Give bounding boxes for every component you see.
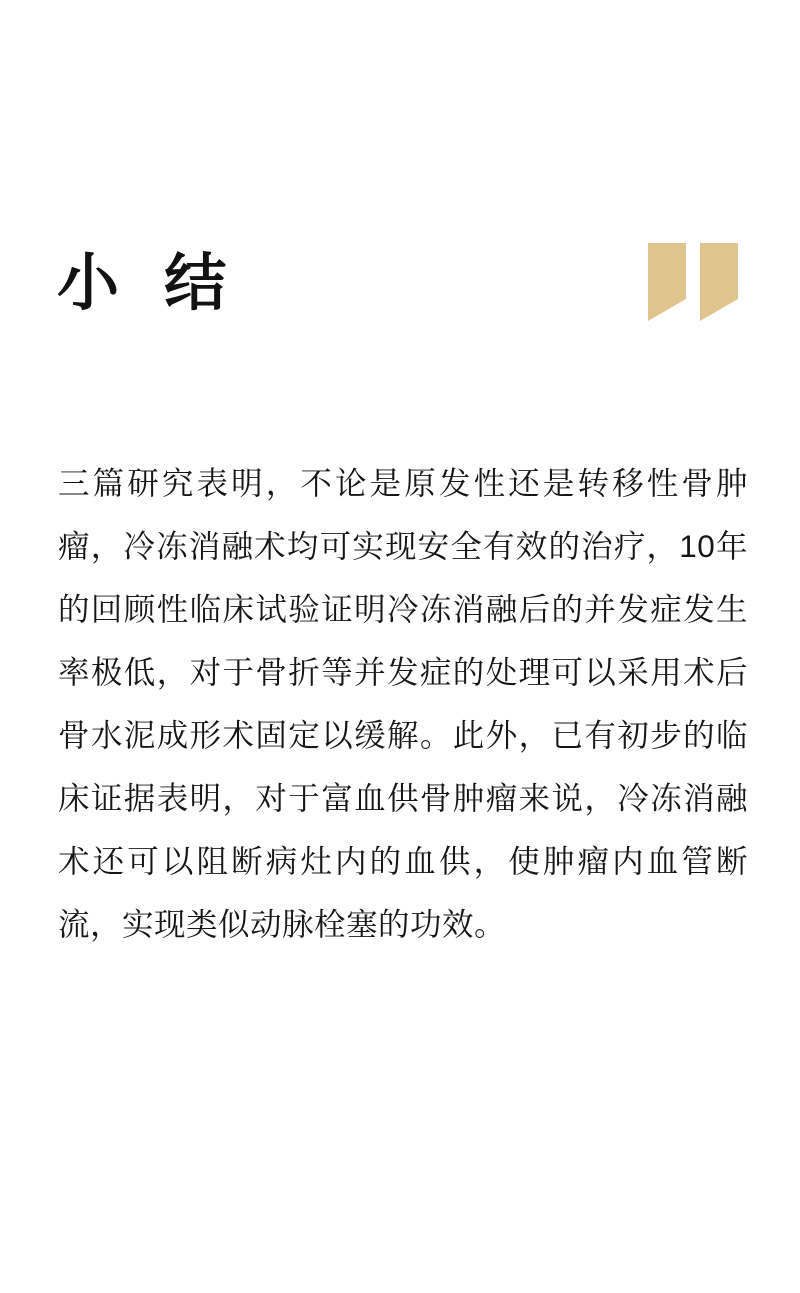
summary-paragraph: 三篇研究表明，不论是原发性还是转移性骨肿瘤，冷冻消融术均可实现安全有效的治疗，10年的回顾性临床试验证明冷冻消融后的并发症发生率极低，对于骨折等并发症的处理可以采用术后骨水泥成形术固定以缓解。此外，已有初步的临床证据表明，对于富血供骨肿瘤来说，冷冻消融术还可以阻断病灶内的血供，使肿瘤内血管断流，实现类似动脉栓塞的功效。 bbox=[58, 465, 748, 942]
page-title-script: Summary bbox=[63, 134, 485, 220]
quote-mark-stroke-right bbox=[700, 243, 738, 299]
title-divider bbox=[57, 230, 690, 233]
page-header bbox=[57, 134, 747, 318]
quote-mark-stroke-left bbox=[648, 243, 686, 299]
page-title: 小 结 bbox=[57, 249, 241, 318]
quote-mark-icon bbox=[648, 243, 748, 321]
divider-line bbox=[57, 230, 690, 232]
